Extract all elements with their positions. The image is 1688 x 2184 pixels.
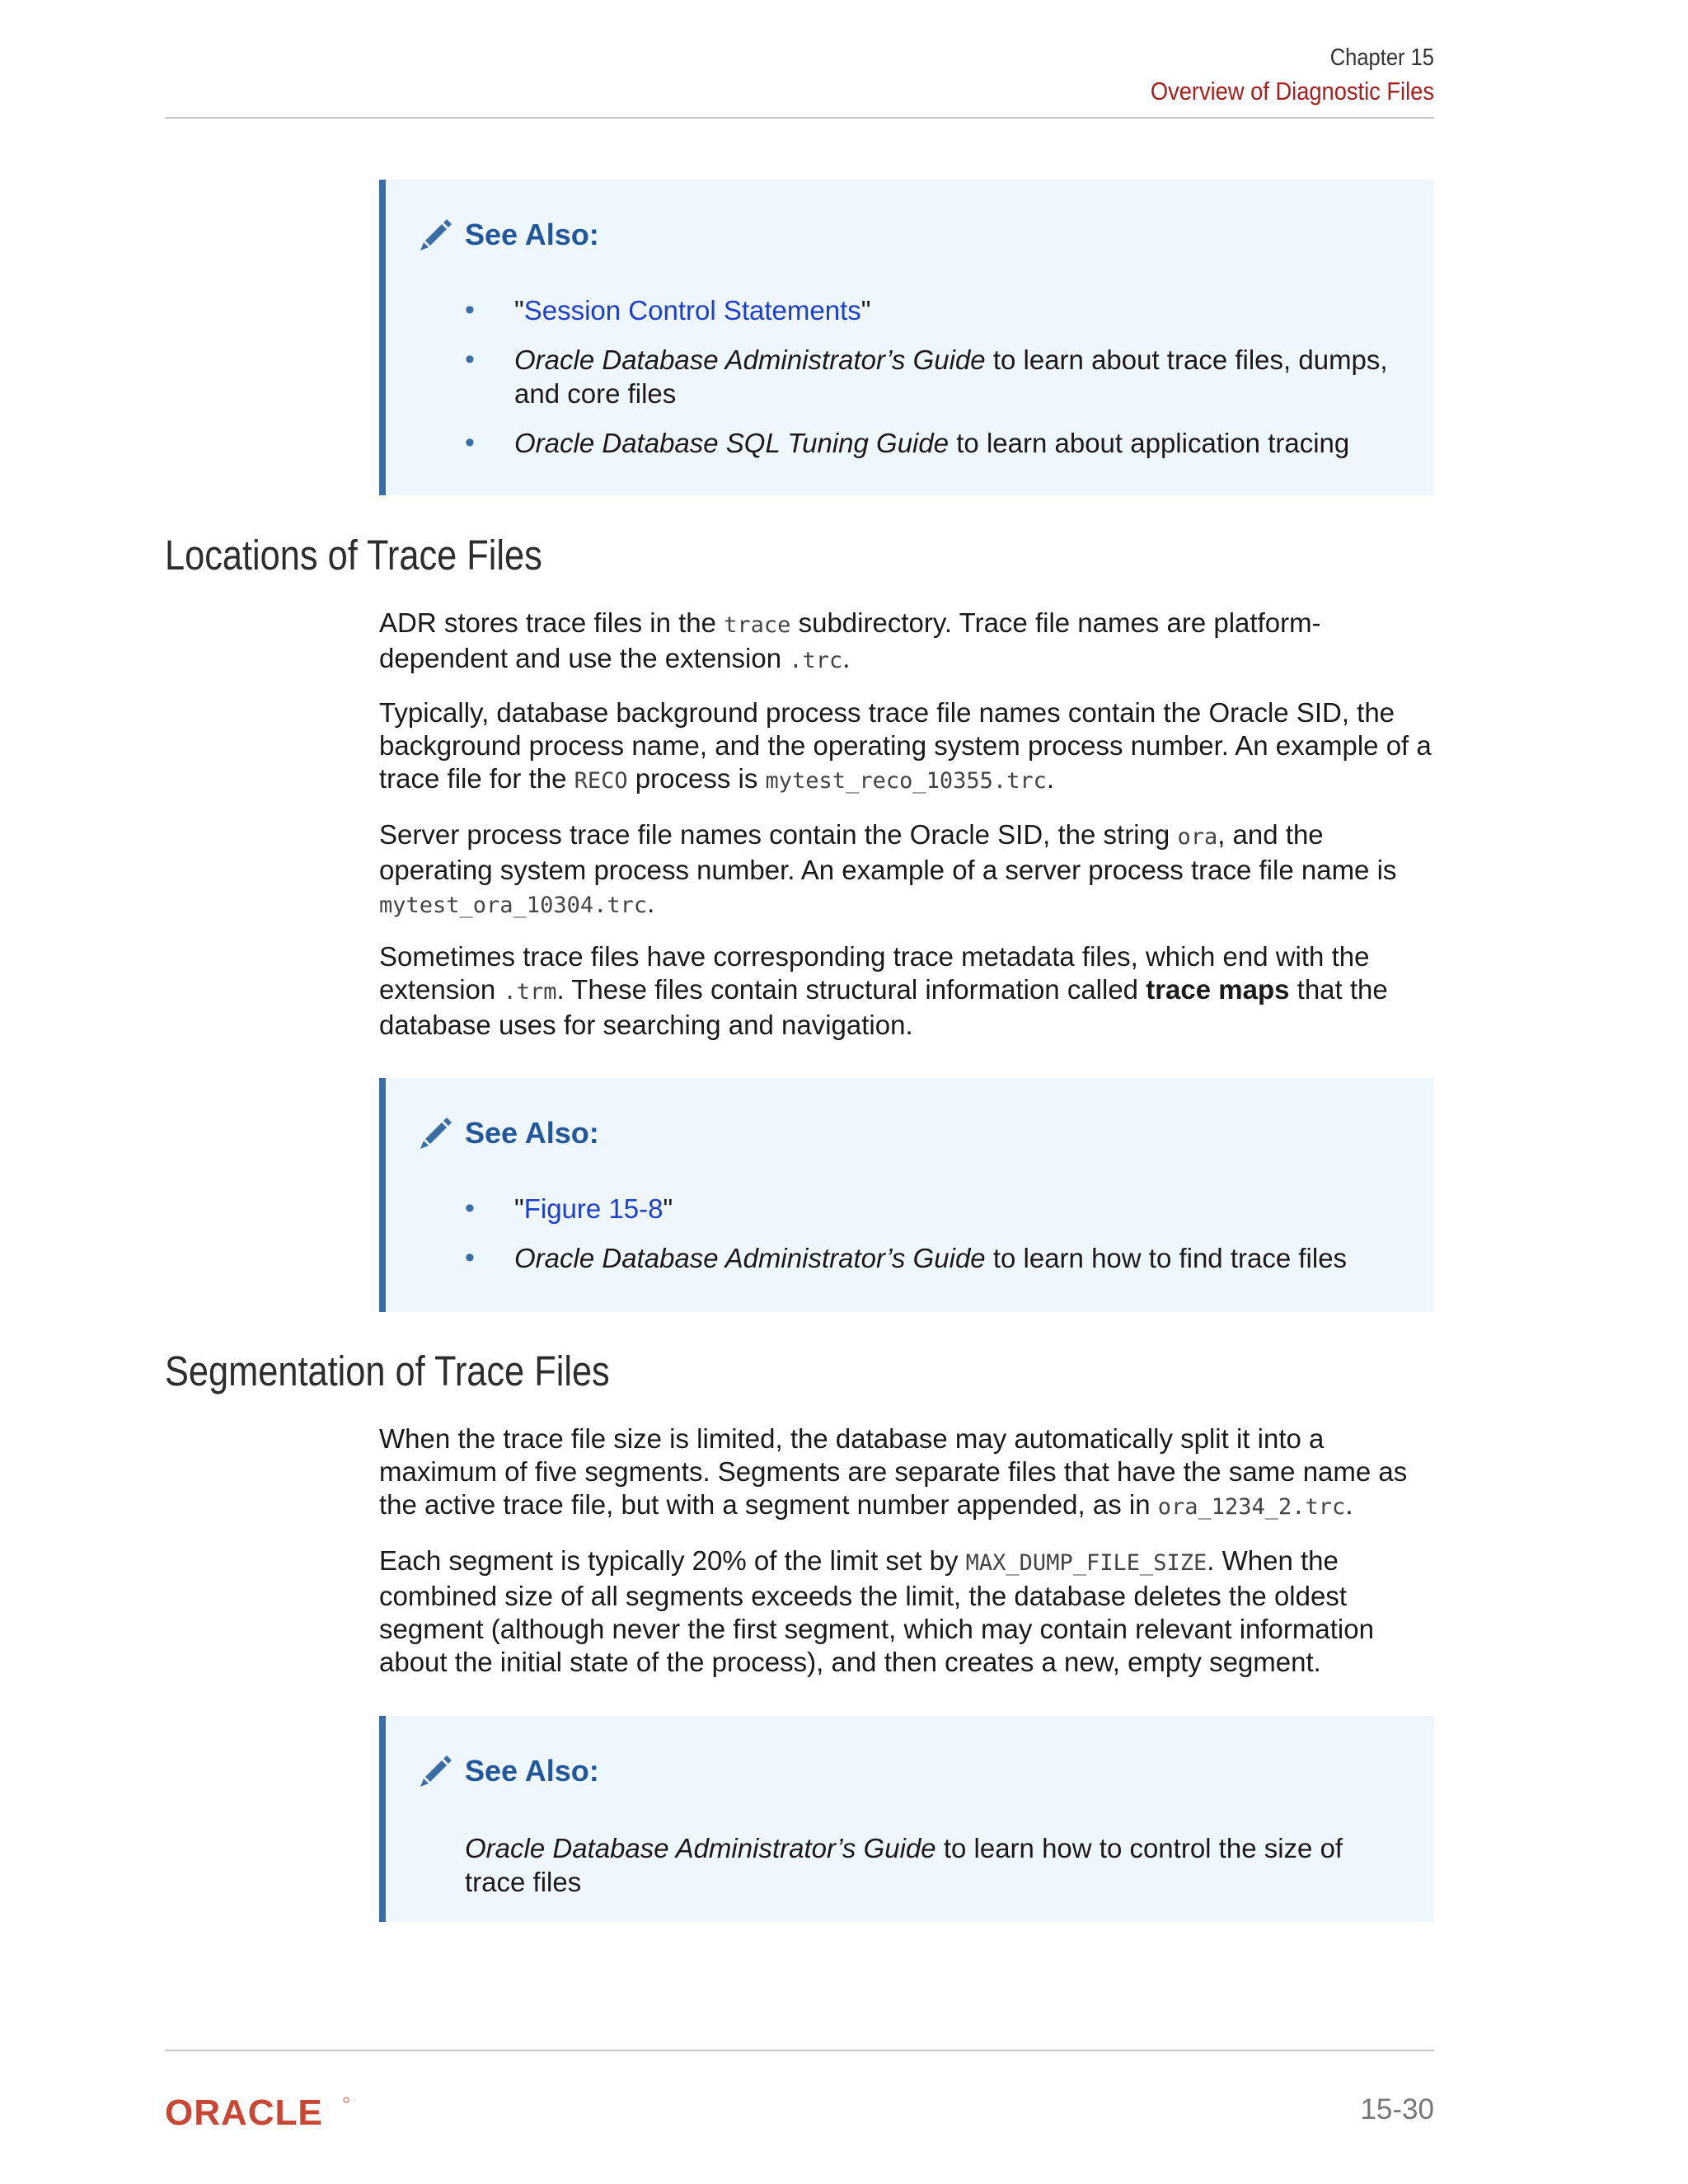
list-item: • Oracle Database SQL Tuning Guide to learn about application tracing [465,427,1350,458]
page-number: 15-30 [1360,2093,1434,2125]
footer-rule [165,2050,1434,2051]
bullet-icon: • [465,1193,475,1224]
see-also-note-2 [379,1078,1434,1312]
svg-text:ORACLE: ORACLE [165,2093,323,2130]
bullet-icon: • [465,427,475,458]
bullet-icon: • [465,1242,475,1273]
book-title: Oracle Database Administrator’s Guide [514,344,986,375]
bullet-icon: • [465,294,475,326]
note-body: Oracle Database Administrator’s Guide to learn how to control the size of trace files [465,1833,1343,1897]
note-title: See Also: [465,1754,599,1788]
bullet-icon: • [465,344,475,375]
list-item: • "Session Control Statements" [465,294,871,326]
paragraph: Server process trace file names contain the Oracle SID, the string ora, and the operating system process number. An example of a server process trace file name is mytest_ora_10304.trc. [379,819,1397,918]
running-header [165,41,1434,109]
list-item: • Oracle Database Administrator’s Guide to learn how to find trace files [465,1242,1348,1273]
paragraph: Typically, database background process trace file names contain the Oracle SID, the background process name, and the operating system process number. An example of a trace file for the RECO process is mytest_reco_10355.trc. [379,697,1432,794]
session-control-statements-link[interactable]: Session Control Statements [523,295,861,326]
oracle-logo [165,2093,354,2134]
note-list [465,293,1409,476]
note-title: See Also: [465,218,599,251]
note-title: See Also: [465,1116,599,1150]
book-title: Oracle Database SQL Tuning Guide [514,428,950,458]
pencil-icon [415,1752,453,1790]
paragraph: Each segment is typically 20% of the limit set by MAX_DUMP_FILE_SIZE. When the combined size of all segments exceeds the limit, the database deletes the oldest segment (although never the first segment, which may contain relevant information about the initial state of the process), and then creates a new, empty segment. [379,1545,1374,1677]
paragraph: When the trace file size is limited, the database may automatically split it into a maximum of five segments. Segments are separate files that have the same name as the active trace file, but with a segment number appended, as in ora_1234_2.trc. [379,1423,1408,1520]
see-also-note-1 [379,180,1434,495]
paragraph: Sometimes trace files have corresponding trace metadata files, which end with the extension .trm. These files contain structural information called trace maps that the database uses for searching and navigation. [379,941,1388,1040]
chapter-title: Overview of Diagnostic Files [1150,77,1434,105]
list-item: • "Figure 15-8" [465,1193,673,1224]
paragraph: ADR stores trace files in the trace subdirectory. Trace file names are platform-dependent and use the extension .trc. [379,607,1321,673]
header-rule [165,117,1434,119]
note-list [465,1192,1409,1291]
pencil-icon [415,1114,453,1152]
note-heading [415,1752,599,1790]
section-heading-locations: Locations of Trace Files [165,532,542,579]
figure-15-8-link[interactable]: Figure 15-8 [523,1193,663,1224]
chapter-label: Chapter 15 [1329,45,1434,71]
section-heading-segmentation: Segmentation of Trace Files [165,1347,610,1394]
list-item: • Oracle Database Administrator’s Guide to learn about trace files, dumps, and core files [465,344,1388,409]
pencil-icon [415,216,453,254]
book-title: Oracle Database Administrator’s Guide [514,1243,986,1273]
see-also-note-3 [379,1716,1434,1922]
book-title: Oracle Database Administrator’s Guide [465,1833,936,1863]
oracle-logo-icon [165,2093,354,2130]
note-heading [415,1114,599,1152]
note-heading [415,216,599,254]
